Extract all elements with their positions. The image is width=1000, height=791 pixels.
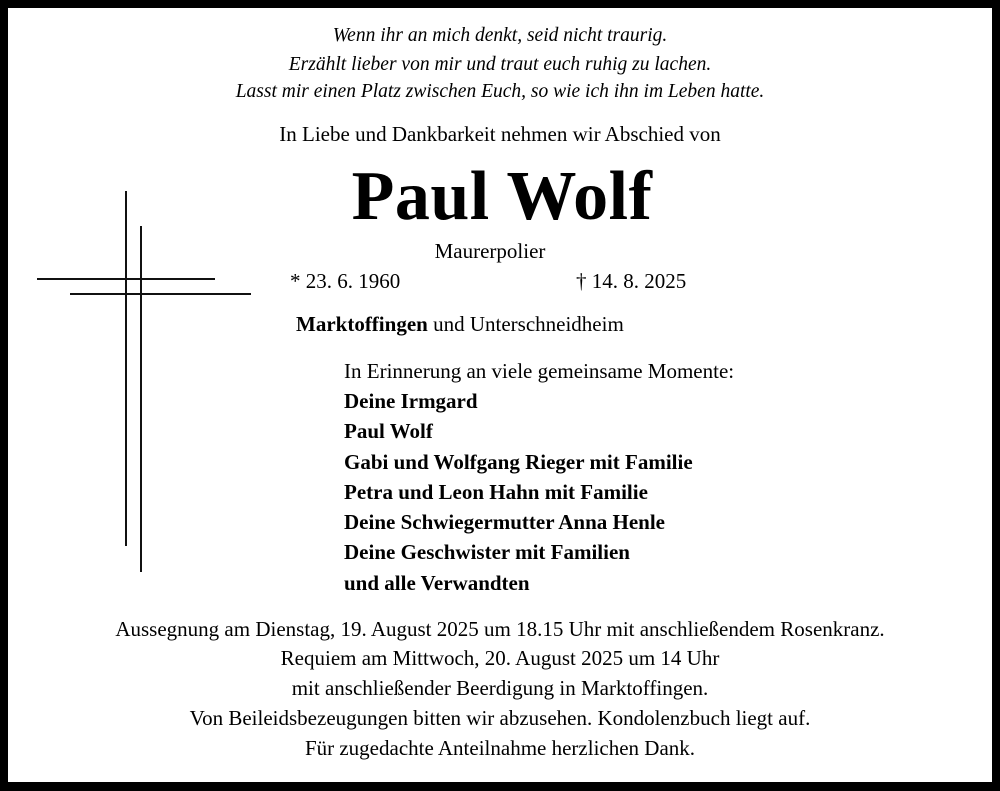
footer-line: mit anschließender Beerdigung in Marktoffingen. (291, 676, 709, 700)
poem-line: Lasst mir einen Platz zwischen Euch, so wie ich ihn im Leben hatte. (235, 81, 765, 102)
place-bold: Marktoffingen (296, 312, 428, 336)
birth-date: * 23. 6. 1960 (290, 269, 401, 293)
mourner: Petra und Leon Hahn mit Familie (344, 480, 648, 504)
places (296, 312, 624, 337)
mourner: Paul Wolf (344, 419, 433, 443)
mourner: Deine Irmgard (344, 389, 478, 413)
mourner: Gabi und Wolfgang Rieger mit Familie (344, 450, 693, 474)
mourner: und alle Verwandten (344, 571, 530, 595)
footer-line: Requiem am Mittwoch, 20. August 2025 um 14 Uhr (280, 646, 720, 670)
death-date: † 14. 8. 2025 (576, 269, 687, 293)
footer-line: Von Beileidsbezeugungen bitten wir abzusehen. Kondolenzbuch liegt auf. (189, 706, 811, 730)
footer-line: Aussegnung am Dienstag, 19. August 2025 um 18.15 Uhr mit anschließendem Rosenkranz. (115, 617, 885, 641)
memory-intro: In Erinnerung an viele gemeinsame Momente: (344, 359, 735, 383)
mourner: Deine Schwiegermutter Anna Henle (344, 510, 665, 534)
deceased-name: Paul Wolf (351, 158, 653, 235)
mourner: Deine Geschwister mit Familien (344, 540, 630, 564)
intro-text: In Liebe und Dankbarkeit nehmen wir Abschied von (279, 122, 721, 146)
profession: Maurerpolier (434, 239, 546, 263)
poem-line: Wenn ihr an mich denkt, seid nicht traurig. (332, 25, 668, 46)
footer-line: Für zugedachte Anteilnahme herzlichen Dank. (304, 736, 696, 760)
poem-line: Erzählt lieber von mir und traut euch ruhig zu lachen. (288, 54, 712, 75)
place-rest: und Unterschneidheim (427, 312, 624, 336)
